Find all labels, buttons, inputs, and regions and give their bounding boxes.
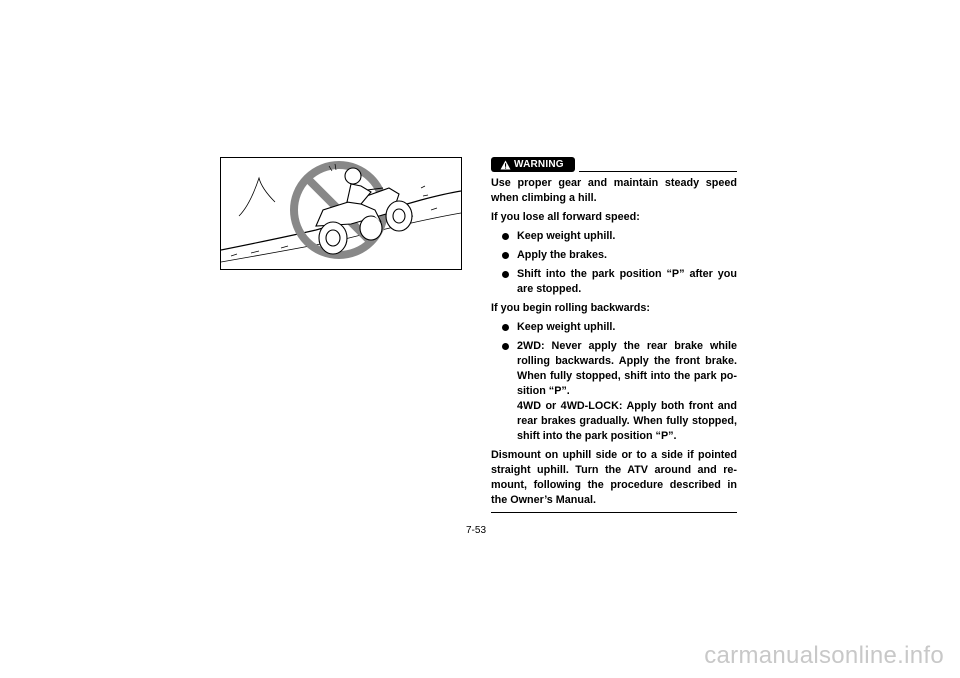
atv-climbing-hill-prohibited-icon — [221, 158, 461, 269]
page-number: 7-53 — [466, 525, 487, 536]
warning-closing: Dismount on uphill side or to a side if pointed straight uphill. Turn the ATV around and re-mount, following the procedure described in the Owner’s Manual. — [491, 449, 737, 506]
backward-list — [491, 320, 737, 444]
warning-body — [491, 176, 737, 508]
warning-block — [491, 157, 737, 513]
backward-item-2wd: 2WD: Never apply the rear brake while rolling backwards. Apply the front brake. When fully stopped, shift into the park po-sition “P”. — [517, 340, 737, 397]
warning-badge — [491, 157, 575, 172]
warning-header — [491, 157, 737, 174]
warning-header-rule — [579, 171, 737, 172]
forward-heading: If you lose all forward speed: — [491, 211, 640, 223]
list-item: Shift into the park position “P” after you are stopped. — [491, 267, 737, 297]
list-item — [491, 339, 737, 444]
warning-label: WARNING — [514, 159, 564, 170]
warning-end-rule — [491, 512, 737, 513]
bullet-icon — [502, 233, 509, 240]
list-item: Keep weight uphill. — [491, 229, 737, 244]
backward-heading: If you begin rolling backwards: — [491, 302, 650, 314]
watermark: carmanualsonline.info — [704, 642, 944, 669]
bullet-icon — [502, 271, 509, 278]
forward-list — [491, 229, 737, 297]
backward-item-4wd: 4WD or 4WD-LOCK: Apply both front and rear brakes gradually. When fully stopped, shift into the park position “P”. — [517, 400, 737, 442]
bullet-icon — [502, 324, 509, 331]
warning-intro: Use proper gear and maintain steady speed when climbing a hill. — [491, 177, 737, 204]
warning-triangle-icon — [500, 160, 511, 170]
list-item: Keep weight uphill. — [491, 320, 737, 335]
bullet-icon — [502, 252, 509, 259]
atv-hill-illustration — [220, 157, 462, 270]
list-item: Apply the brakes. — [491, 248, 737, 263]
bullet-icon — [502, 343, 509, 350]
